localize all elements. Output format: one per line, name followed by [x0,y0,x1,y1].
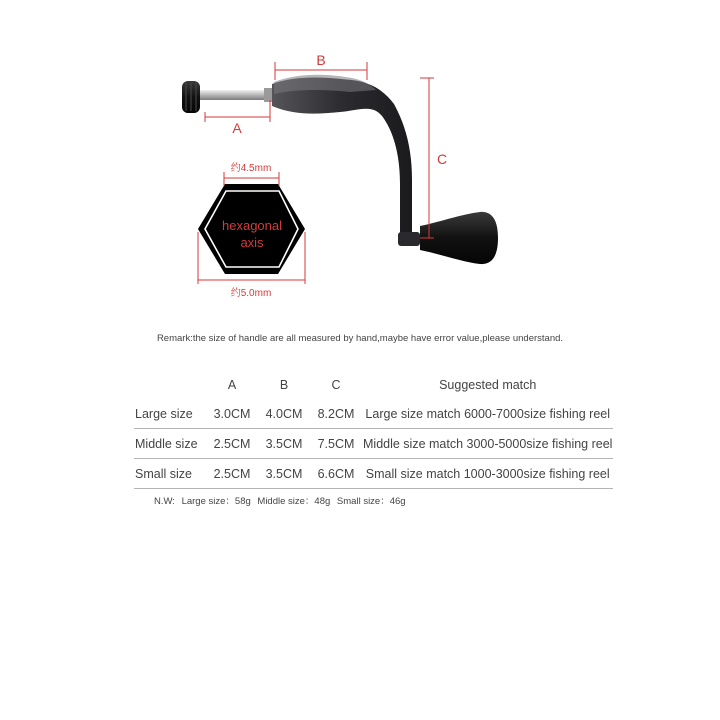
cell-match: Middle size match 3000-5000size fishing reel [362,429,613,459]
hex-bottom-label: 约5.0mm [230,288,272,299]
end-nut [182,81,200,113]
row-label: Small size [134,459,206,489]
header-b: B [279,378,289,392]
cell-a: 2.5CM [206,429,258,459]
hex-top-label: 约4.5mm [230,163,272,174]
hex-label-line1: hexagonal [222,218,282,233]
net-weight-large: Large size：58g [181,496,251,507]
header-label [134,371,206,399]
header-a: A [227,378,237,392]
dimension-a [205,100,270,136]
cell-match: Small size match 1000-3000size fishing reel [362,459,613,489]
cell-a: 3.0CM [206,399,258,429]
cell-c: 6.6CM [310,459,362,489]
table-row [134,399,613,429]
cell-b: 3.5CM [258,429,310,459]
cell-b: 3.5CM [258,459,310,489]
remark-text: Remark:the size of handle are all measured by hand,maybe have error value,please understand. [156,333,564,344]
size-table [134,371,613,489]
hexagonal-axis [198,184,305,274]
table-row [134,429,613,459]
header-suggested-match: Suggested match [439,378,537,392]
cell-b: 4.0CM [258,399,310,429]
dimension-c [420,78,447,238]
net-weight-middle: Middle size：48g [257,496,331,507]
cell-a: 2.5CM [206,459,258,489]
net-weight-prefix: N.W: [154,496,175,507]
dim-a-label: A [232,120,242,136]
table-row [134,459,613,489]
handle-diagram [0,0,720,320]
handle-shaft [196,88,280,102]
cell-c: 7.5CM [310,429,362,459]
dim-b-label: B [316,52,326,68]
hex-top-dimension [224,161,279,186]
row-label: Middle size [134,429,206,459]
table-header-row [134,371,613,399]
cell-match: Large size match 6000-7000size fishing reel [362,399,613,429]
hex-label-line2: axis [240,235,264,250]
cell-c: 8.2CM [310,399,362,429]
row-label: Large size [134,399,206,429]
header-c: C [331,378,341,392]
net-weight [154,493,410,507]
net-weight-small: Small size：46g [336,496,406,507]
dim-c-label: C [437,151,448,167]
